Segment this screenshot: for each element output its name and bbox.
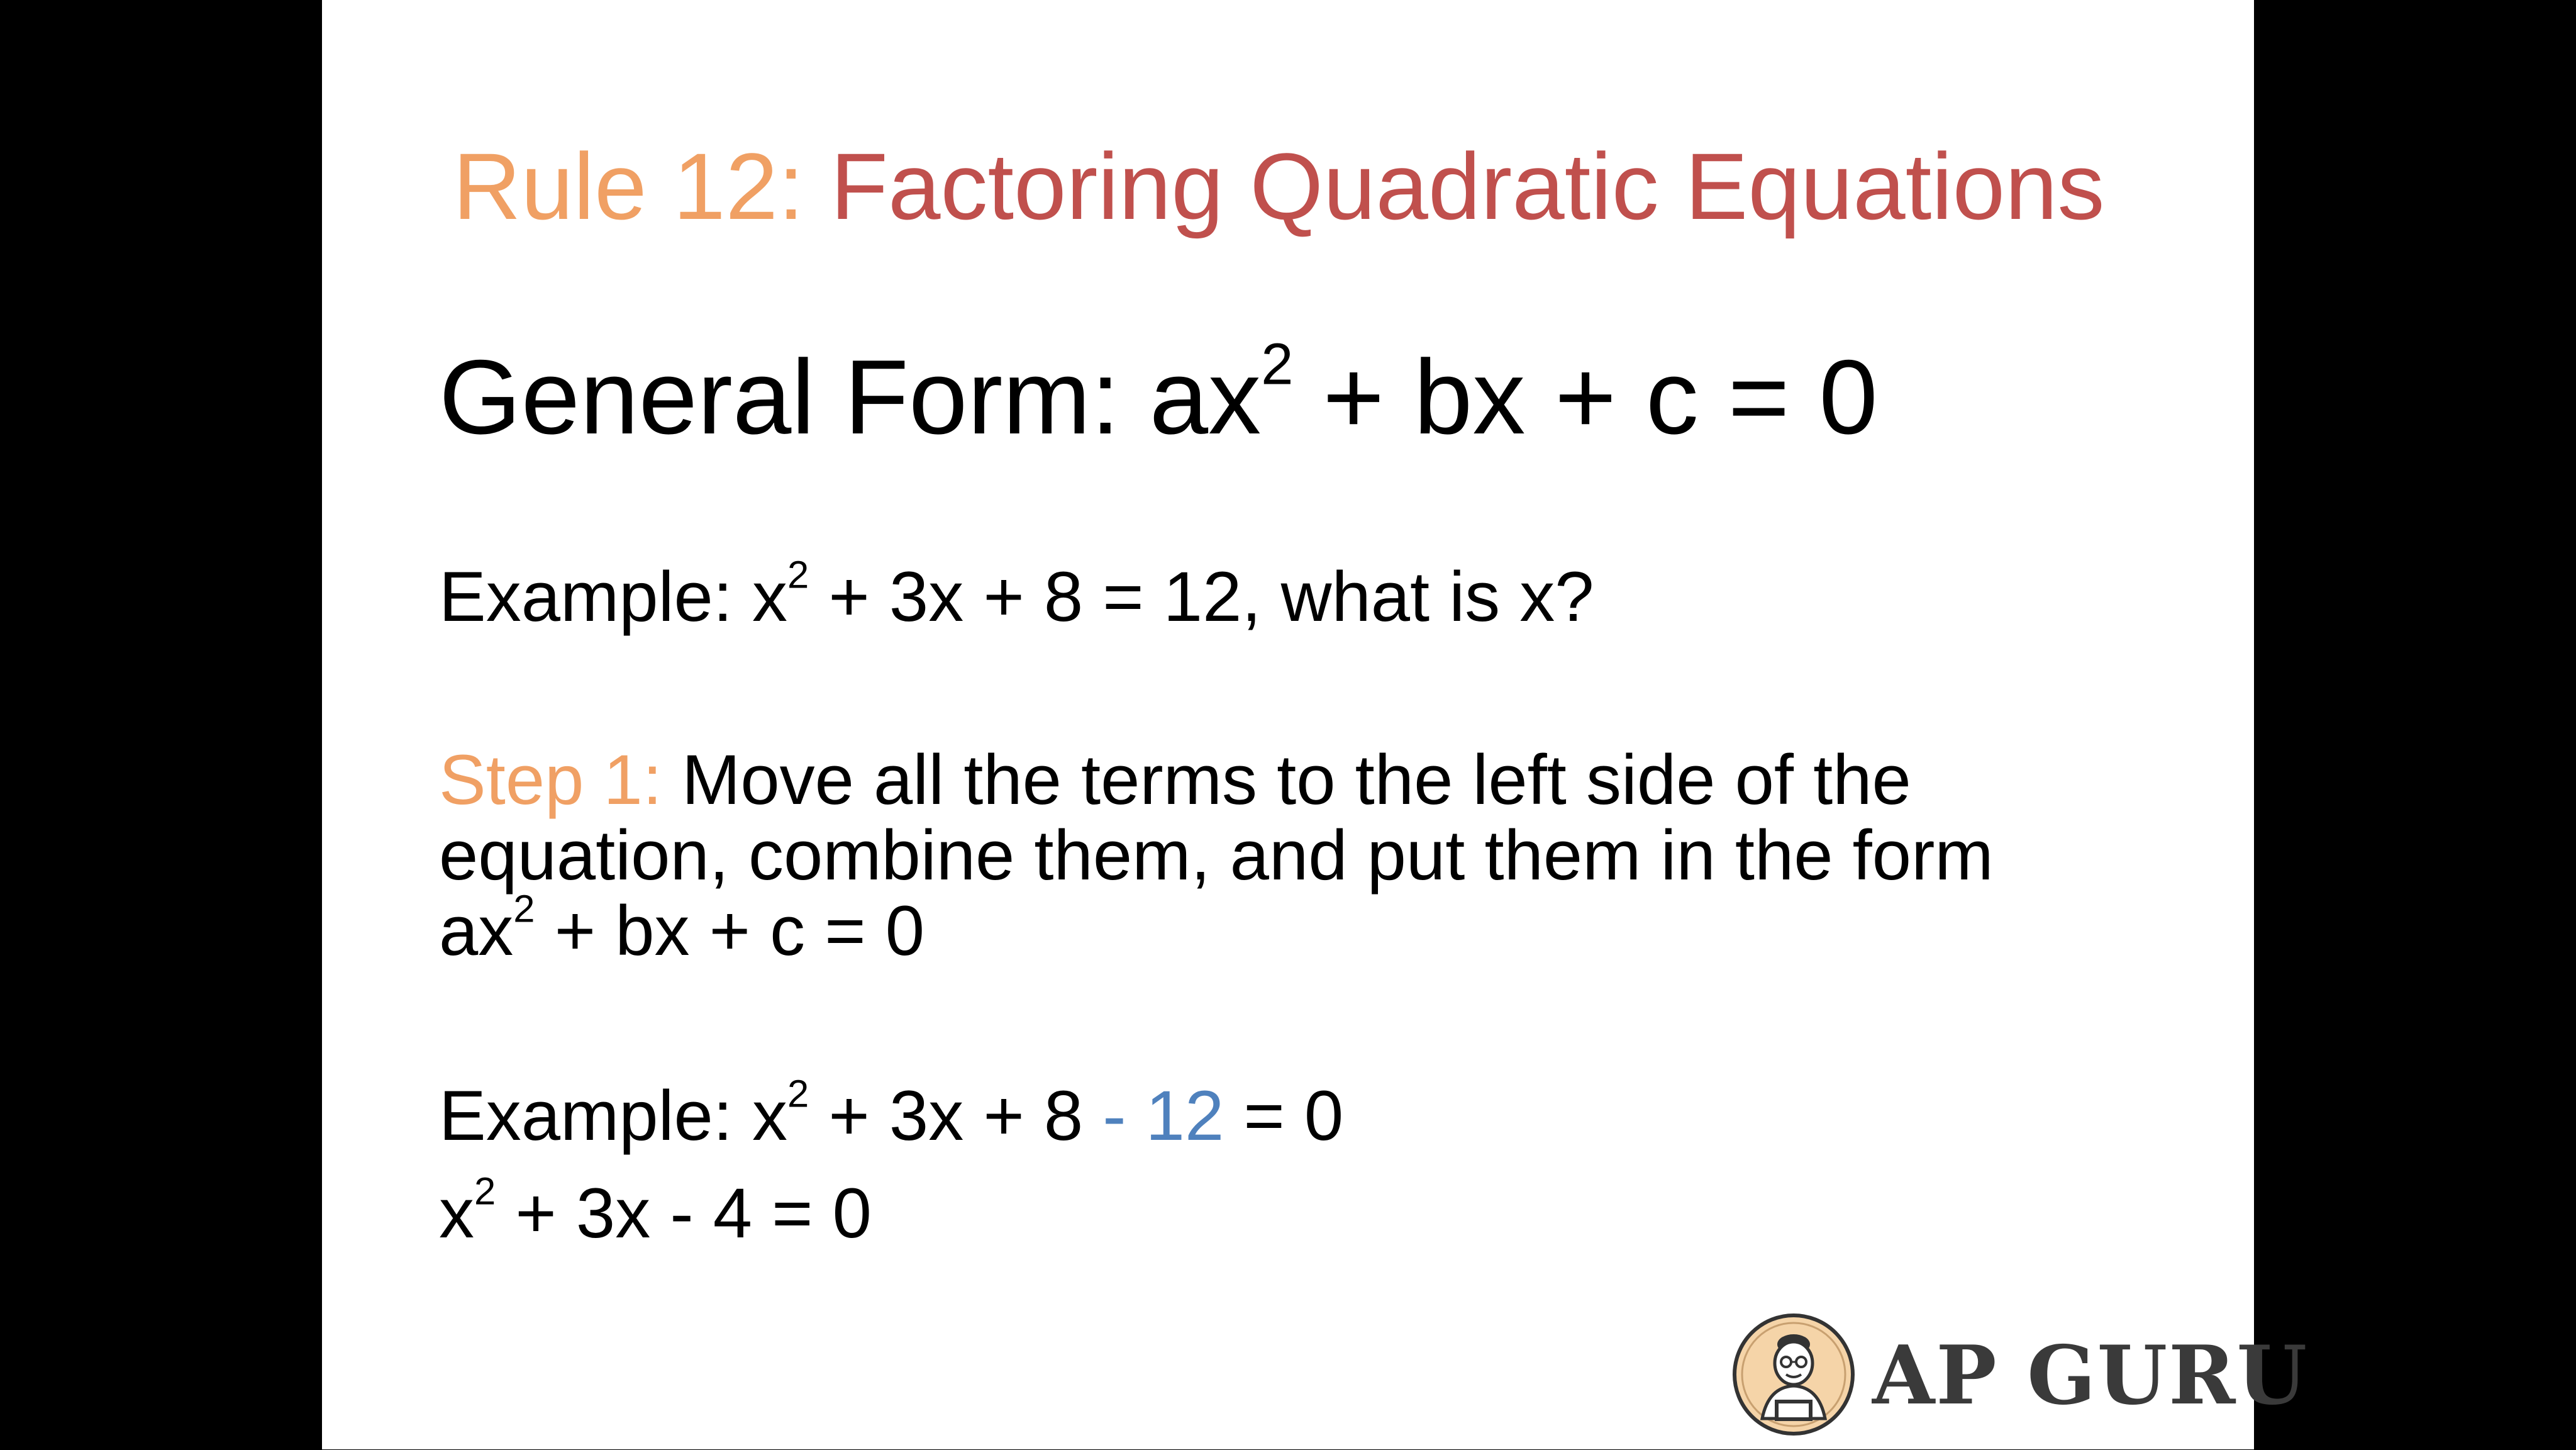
step-1-line-3 <box>439 887 1994 970</box>
example-step-exponent: 2 <box>787 1072 809 1116</box>
guru-avatar-icon <box>1731 1312 1857 1437</box>
example-question-pre: x <box>752 557 787 636</box>
step-1-text-1: Move all the terms to the left side of the <box>682 740 1911 819</box>
general-form-exponent: 2 <box>1261 331 1294 397</box>
general-form-label: General Form: <box>439 338 1120 456</box>
example-question-exponent: 2 <box>787 553 809 597</box>
example-step-pre: x <box>752 1076 787 1155</box>
step-1-text-2: equation, combine them, and put them in the form <box>439 815 1994 895</box>
simplified-exponent: 2 <box>474 1169 496 1213</box>
step-1-line-1 <box>439 742 1994 818</box>
example-step-label: Example: <box>439 1076 733 1155</box>
example-label: Example: <box>439 557 733 636</box>
title-topic: Factoring Quadratic Equations <box>830 133 2105 239</box>
step-1-label: Step 1: <box>439 740 662 819</box>
step-1-form-post: + bx + c = 0 <box>554 891 925 970</box>
simplified-equation-line <box>439 1169 872 1254</box>
example-step-subtraction: - 12 <box>1102 1076 1224 1155</box>
slide-title <box>453 132 2105 241</box>
step-1-block <box>439 742 1994 968</box>
example-question-post: + 3x + 8 = 12, what is x? <box>828 557 1594 636</box>
example-question-line <box>439 553 1594 638</box>
title-rule-number: Rule 12: <box>453 133 804 239</box>
general-form-expr-post: + bx + c = 0 <box>1323 338 1878 456</box>
example-step-mid: + 3x + 8 <box>828 1076 1084 1155</box>
simplified-post: + 3x - 4 = 0 <box>515 1174 872 1252</box>
general-form-line <box>439 331 1878 458</box>
example-step-line <box>439 1072 1344 1157</box>
step-1-form-exponent: 2 <box>513 887 535 931</box>
general-form-expr-pre: ax <box>1149 338 1262 456</box>
slide <box>322 0 2309 1449</box>
step-1-form-pre: ax <box>439 891 514 970</box>
simplified-pre: x <box>439 1174 474 1252</box>
ap-guru-logo <box>1731 1312 2309 1450</box>
logo-text: AP GURU <box>1872 1329 2309 1423</box>
example-step-post: = 0 <box>1243 1076 1344 1155</box>
